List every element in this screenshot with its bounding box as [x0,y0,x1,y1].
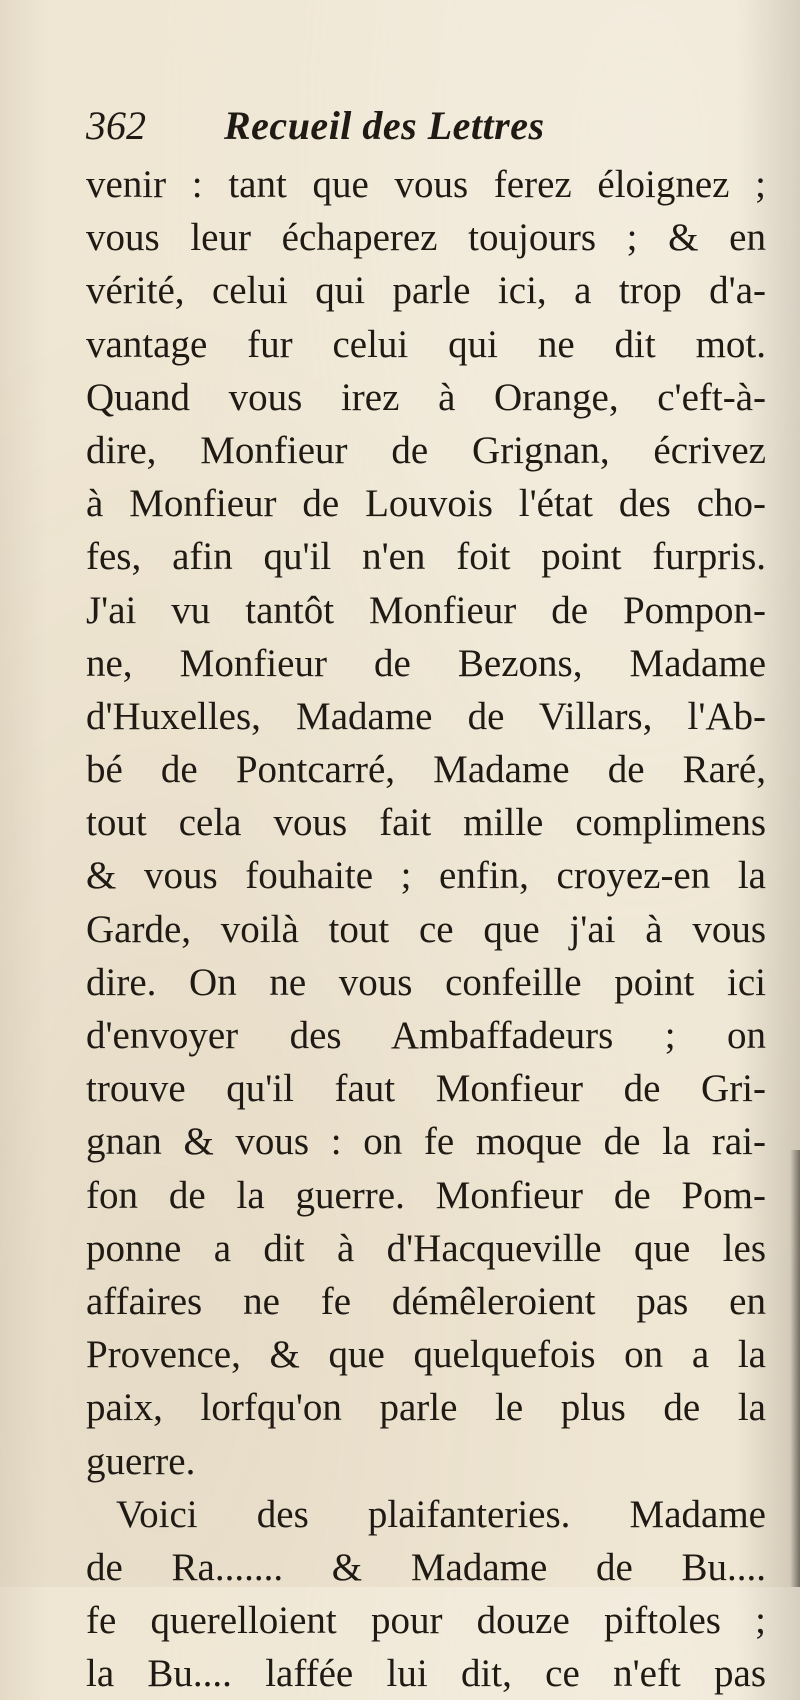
text-line-20: fon de la guerre. Monfieur de Pom- [86,1173,766,1217]
text-line-28: fe querelloient pour douze piftoles ; [86,1599,766,1643]
text-line-1: venir : tant que vous ferez éloignez ; [86,163,766,206]
text-line-22: affaires ne fe démêleroient pas en [86,1279,766,1323]
text-line-23: Provence, & que quelquefois on a la [86,1333,766,1377]
page-edge-shadow [790,1150,800,1587]
text-line-15: Garde, voilà tout ce que j'ai à vous [86,907,766,951]
text-line-17: d'envoyer des Ambaffadeurs ; on [86,1014,766,1057]
text-line-4: vantage fur celui qui ne dit mot. [86,322,766,366]
text-line-21: ponne a dit à d'Hacqueville que les [86,1226,766,1270]
page-number: 362 [86,103,146,148]
text-line-5: Quand vous irez à Orange, c'eft-à- [86,375,766,419]
text-line-11: d'Huxelles, Madame de Villars, l'Ab- [86,694,766,738]
text-line-16: dire. On ne vous confeille point ici [86,960,766,1004]
text-line-19: gnan & vous : on fe moque de la rai- [86,1120,766,1164]
running-title: Recueil des Lettres [224,103,545,148]
text-line-12: bé de Pontcarré, Madame de Raré, [86,748,766,792]
text-line-25: guerre. [86,1439,196,1483]
text-line-29: la Bu.... laffée lui dit, ce n'eft pas [86,1652,766,1696]
text-line-7: à Monfieur de Louvois l'état des cho- [86,482,766,526]
text-line-18: trouve qu'il faut Monfieur de Gri- [86,1067,766,1111]
text-line-26: Voici des plaifanteries. Madame [116,1492,766,1536]
text-line-10: ne, Monfieur de Bezons, Madame [86,641,766,685]
text-line-24: paix, lorfqu'on parle le plus de la [86,1386,766,1430]
text-line-8: fes, afin qu'il n'en foit point furpris. [86,535,766,579]
text-line-9: J'ai vu tantôt Monfieur de Pompon- [86,588,766,632]
text-line-6: dire, Monfieur de Grignan, écrivez [86,428,766,472]
text-line-14: & vous fouhaite ; enfin, croyez-en la [86,854,766,898]
text-line-2: vous leur échaperez toujours ; & en [86,216,766,260]
text-line-27: de Ra....... & Madame de Bu.... [86,1545,766,1589]
page-header [86,96,706,156]
text-line-3: vérité, celui qui parle ici, a trop d'a- [86,269,766,313]
letter-body-text [86,158,766,1700]
text-line-13: tout cela vous fait mille complimens [86,801,766,845]
